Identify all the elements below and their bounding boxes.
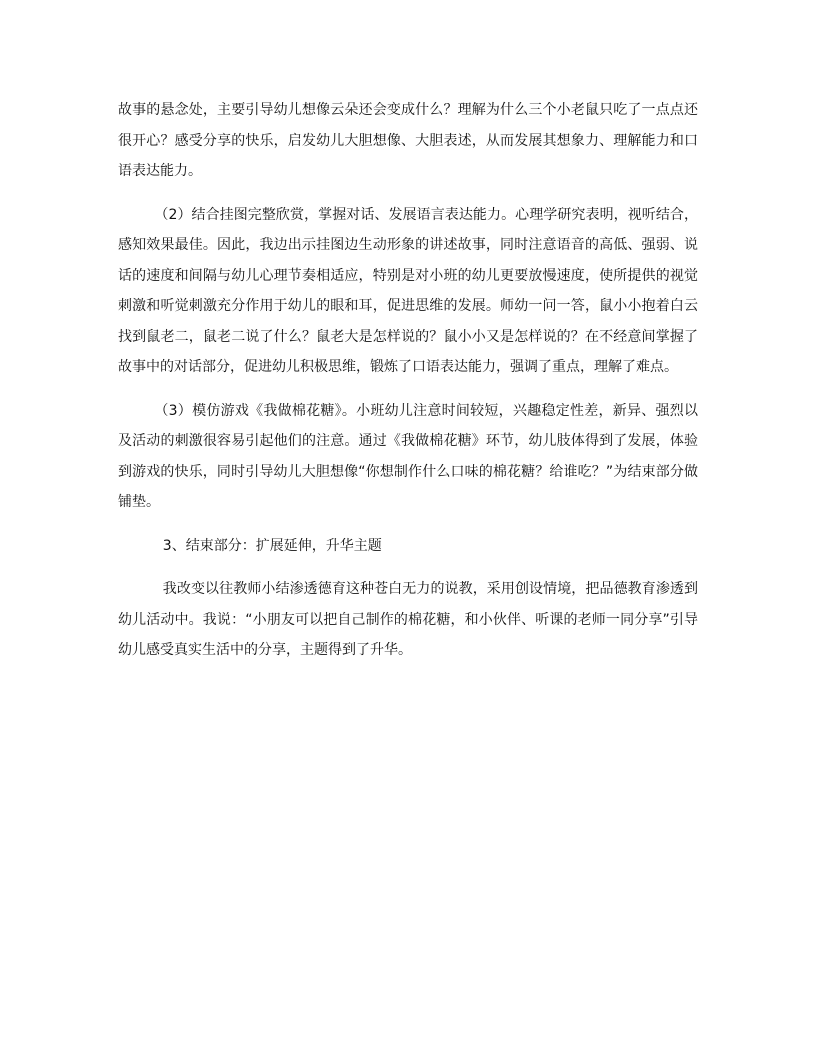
document-body	[118, 95, 698, 679]
paragraph-story-suspense: 故事的悬念处，主要引导幼儿想像云朵还会变成什么？理解为什么三个小老鼠只吃了一点点还很开心？感受分享的快乐，启发幼儿大胆想像、大胆表述，从而发展其想象力、理解能力和口语表达能力。	[118, 102, 698, 179]
paragraph-picture-appreciation: （2）结合挂图完整欣赏，掌握对话、发展语言表达能力。心理学研究表明，视听结合，感知效果最佳。因此，我边出示挂图边生动形象的讲述故事，同时注意语音的高低、强弱、说话的速度和间隔与幼儿心理节奏相适应，特别是对小班的幼儿更要放慢速度，使所提供的视觉刺激和听觉刺激充分作用于幼儿的眼和耳，促进思维的发展。师幼一问一答，鼠小小抱着白云找到鼠老二，鼠老二说了什么？鼠老大是怎样说的？鼠小小又是怎样说的？在不经意间掌握了故事中的对话部分，促进幼儿积极思维，锻炼了口语表达能力，强调了重点，理解了难点。	[118, 206, 698, 375]
paragraph-ending-summary: 我改变以往教师小结渗透德育这种苍白无力的说教，采用创设情境，把品德教育渗透到幼儿活动中。我说：“小朋友可以把自己制作的棉花糖，和小伙伴、听课的老师一同分享”引导幼儿感受真实生活中的分享，主题得到了升华。	[118, 581, 698, 658]
section-heading-ending: 3、结束部分：扩展延伸，升华主题	[162, 537, 382, 554]
paragraph-imitation-game: （3）模仿游戏《我做棉花糖》。小班幼儿注意时间较短，兴趣稳定性差，新异、强烈以及活动的刺激很容易引起他们的注意。通过《我做棉花糖》环节，幼儿肢体得到了发展，体验到游戏的快乐，同时引导幼儿大胆想像“你想制作什么口味的棉花糖？给谁吃？”为结束部分做铺垫。	[118, 402, 698, 510]
